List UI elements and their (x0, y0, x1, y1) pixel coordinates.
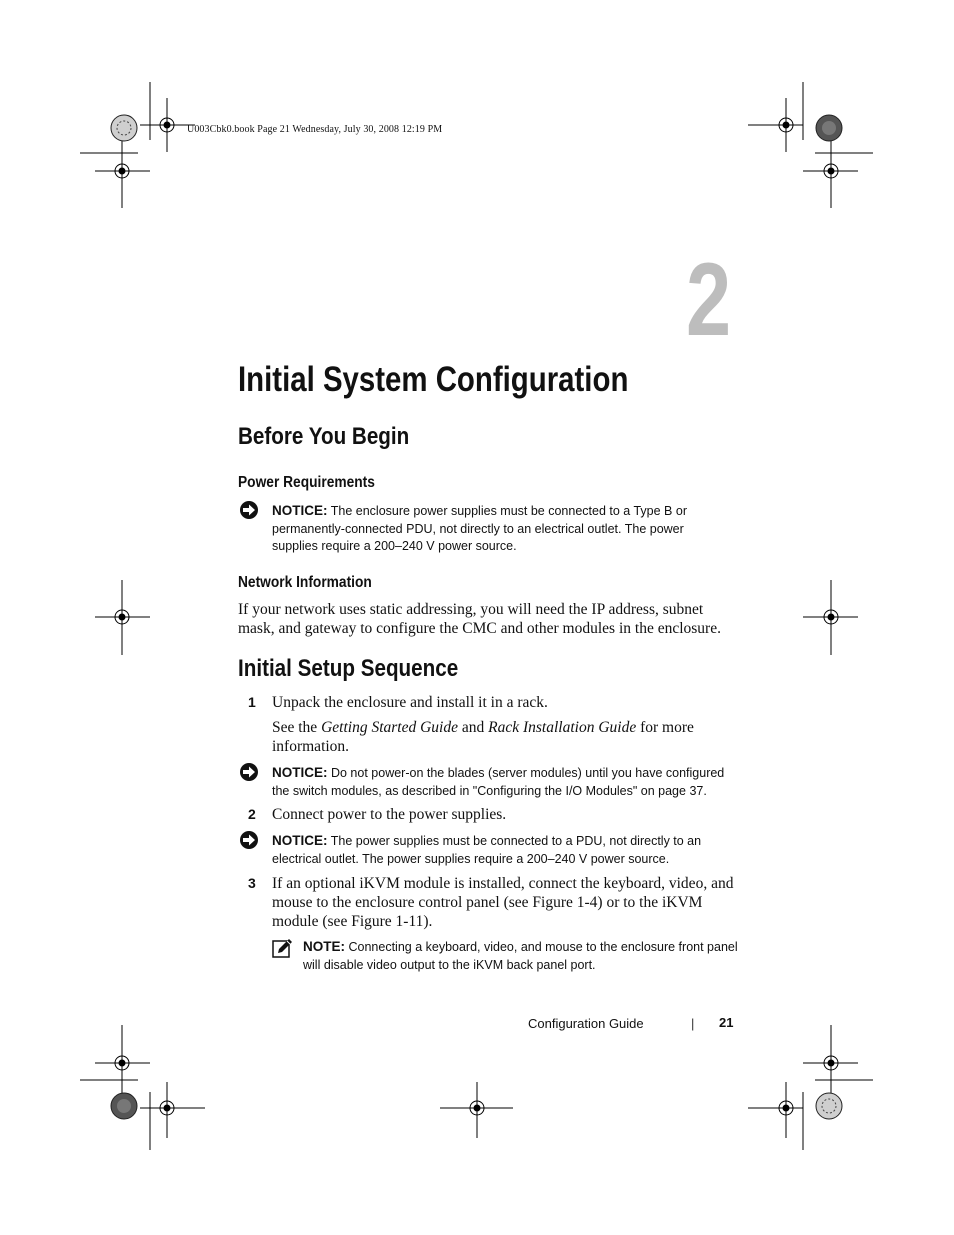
notice-text-line: the switch modules, as described in "Configuring the I/O Modules" on page 37. (272, 783, 707, 798)
notice-pdu (272, 832, 701, 868)
section-title-before-you-begin: Before You Begin (238, 423, 410, 450)
footer-separator: | (691, 1016, 695, 1031)
notice-arrow-icon (239, 500, 261, 520)
notice-text-line: electrical outlet. The power supplies require a 200–240 V power source. (272, 851, 670, 866)
heading-power-requirements: Power Requirements (238, 474, 375, 491)
note-text-line: Connecting a keyboard, video, and mouse to the enclosure front panel (348, 940, 738, 954)
network-paragraph (238, 600, 721, 638)
note-kvm (303, 938, 738, 974)
step-1-see-also (272, 718, 694, 756)
step-line: mouse to the enclosure control panel (see Figure 1-4) or to the iKVM (272, 894, 703, 911)
step-number: 1 (248, 694, 256, 710)
heading-network-information: Network Information (238, 574, 372, 591)
getting-started-guide-title: Getting Started Guide (321, 719, 458, 736)
notice-label: NOTICE: (272, 833, 328, 848)
see-line-2: information. (272, 738, 350, 755)
step-2-text: Connect power to the power supplies. (272, 806, 507, 823)
note-pencil-icon (272, 937, 294, 959)
step-3-text (272, 874, 733, 931)
step-line: If an optional iKVM module is installed, connect the keyboard, video, and (272, 875, 734, 892)
notice-text-line: Do not power-on the blades (server modules) until you have configured (330, 766, 725, 780)
page-number: 21 (719, 1015, 734, 1030)
notice-text-line: supplies require a 200–240 V power source. (272, 539, 517, 553)
note-text-line: will disable video output to the iKVM back panel port. (303, 957, 596, 972)
notice-power (272, 502, 687, 556)
notice-text-line: The power supplies must be connected to a PDU, not directly to an (330, 834, 702, 848)
step-number: 2 (248, 806, 256, 822)
step-1-text: Unpack the enclosure and install it in a rack. (272, 694, 548, 711)
notice-text-line: The enclosure power supplies must be connected to a Type B or (330, 504, 687, 518)
notice-arrow-icon (239, 762, 261, 782)
see-prefix: See the (272, 719, 322, 736)
step-line: module (see Figure 1-11). (272, 913, 433, 930)
note-label: NOTE: (303, 939, 345, 954)
print-slug: U003Cbk0.book Page 21 Wednesday, July 30, 2008 12:19 PM (187, 124, 443, 135)
chapter-number: 2 (686, 242, 732, 358)
notice-label: NOTICE: (272, 765, 328, 780)
paragraph-line: mask, and gateway to configure the CMC and other modules in the enclosure. (238, 620, 721, 637)
rack-installation-guide-title: Rack Installation Guide (488, 719, 637, 736)
notice-arrow-icon (239, 830, 261, 850)
notice-power-on (272, 764, 724, 800)
paragraph-line: If your network uses static addressing, you will need the IP address, subnet (238, 601, 704, 618)
section-title-initial-setup: Initial Setup Sequence (238, 655, 459, 682)
see-suffix: for more (636, 719, 694, 736)
chapter-title: Initial System Configuration (238, 360, 629, 399)
footer-label: Configuration Guide (528, 1016, 644, 1031)
notice-label: NOTICE: (272, 503, 328, 518)
step-number: 3 (248, 875, 256, 891)
see-and: and (457, 719, 489, 736)
notice-text-line: permanently-connected PDU, not directly to an electrical outlet. The power (272, 521, 684, 536)
